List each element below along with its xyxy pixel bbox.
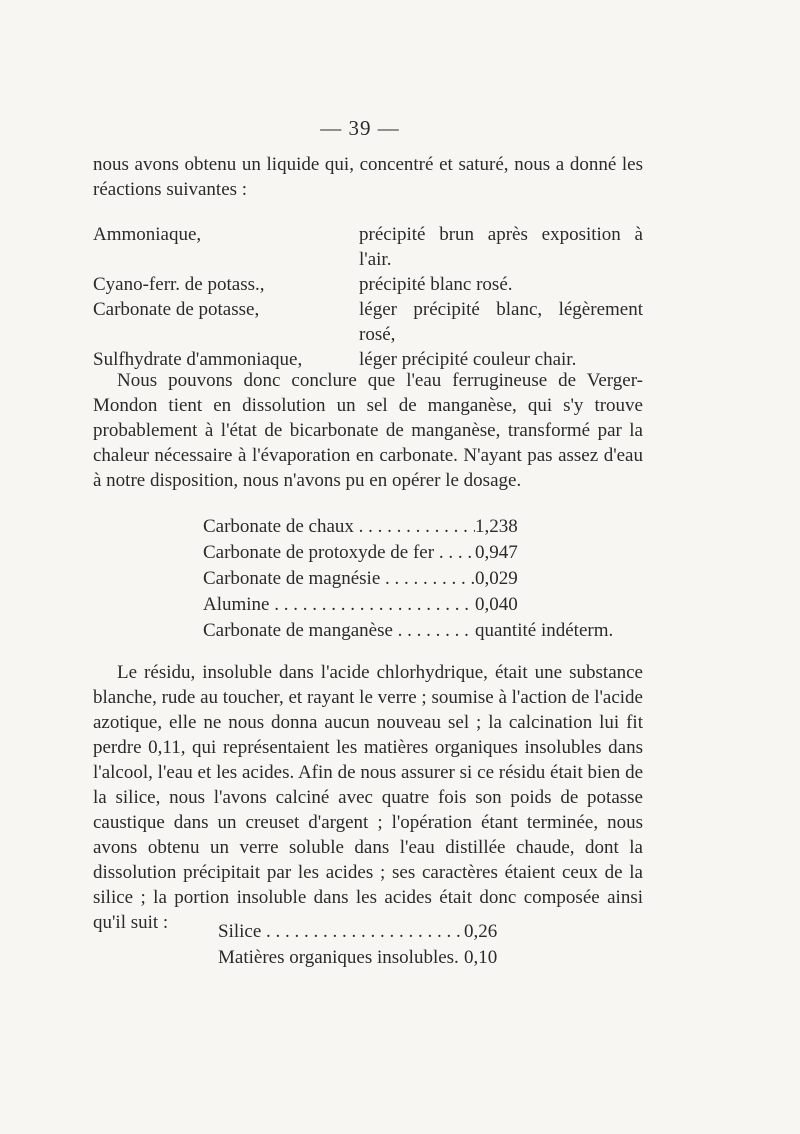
composition-label: Carbonate de manganèse . . . (203, 618, 475, 644)
composition-value: quantité indéterm. (475, 620, 614, 641)
reaction-result: léger précipité blanc, légèrement rosé, (359, 299, 643, 345)
composition-label: Carbonate de protoxyde de fer . . . (203, 540, 475, 566)
page-number: — 39 — (320, 116, 400, 140)
composition-row (203, 540, 623, 566)
reaction-result: précipité blanc rosé. (359, 274, 513, 295)
reactions-list (93, 222, 643, 372)
silica-value: 0,10 (464, 947, 498, 968)
silica-table (218, 919, 548, 971)
intro-text: nous avons obtenu un liquide qui, concentré et saturé, nous a donné les réactions suivantes : (93, 154, 643, 200)
composition-label: Carbonate de chaux . . . (203, 514, 475, 540)
silica-label: Silice . . . (218, 919, 464, 945)
reaction-result: léger précipité couleur chair. (359, 349, 577, 370)
reagent-name: Carbonate de potasse, (93, 299, 260, 320)
composition-row (203, 592, 623, 618)
reaction-row (93, 297, 643, 347)
composition-label: Carbonate de magnésie . . . (203, 566, 475, 592)
composition-value: 1,238 (475, 516, 518, 537)
composition-value: 0,029 (475, 568, 518, 589)
reaction-result: précipité brun après exposition à l'air. (359, 224, 643, 270)
silica-row (218, 919, 548, 945)
reagent-name: Cyano-ferr. de potass., (93, 274, 265, 295)
composition-value: 0,947 (475, 542, 518, 563)
residue-paragraph (93, 660, 643, 935)
composition-row (203, 566, 623, 592)
composition-row (203, 618, 623, 644)
intro-paragraph (93, 152, 643, 202)
reagent-name: Sulfhydrate d'ammoniaque, (93, 349, 303, 370)
silica-label: Matières organiques insolubles. (218, 947, 459, 968)
conclusion-paragraph (93, 368, 643, 493)
composition-value: 0,040 (475, 594, 518, 615)
silica-row (218, 945, 548, 971)
composition-label: Alumine . . . (203, 592, 475, 618)
reagent-name: Ammoniaque, (93, 224, 202, 245)
composition-table (203, 514, 623, 644)
residue-text: Le résidu, insoluble dans l'acide chlorhydrique, était une substance blanche, rude au toucher, et rayant le verre ; soumise à l'action de l'acide azotique, elle ne nous donna aucun nouveau sel ; la calcination lui fit perdre 0,11, qui représentaient les matières organiques insolubles dans l'alcool, l'eau et les acides. Afin de nous assurer si ce résidu était bien de la silice, nous l'avons calciné avec quatre fois son poids de potasse caustique dans un creuset d'argent ; l'opération étant terminée, nous avons obtenu un verre soluble dans l'eau distillée chaude, dont la dissolution précipitait par les acides ; ses caractères étaient ceux de la silice ; la portion insoluble dans les acides était donc composée ainsi qu'il suit : (93, 662, 643, 933)
silica-value: 0,26 (464, 921, 498, 942)
conclusion-text: Nous pouvons donc conclure que l'eau ferrugineuse de Verger-Mondon tient en dissolution un sel de manganèse, qui s'y trouve probablement à l'état de bicarbonate de manganèse, transformé par la chaleur nécessaire à l'évaporation en carbonate. N'ayant pas assez d'eau à notre disposition, nous n'avons pu en opérer le dosage. (93, 370, 643, 491)
reaction-row (93, 222, 643, 272)
reaction-row (93, 272, 643, 297)
composition-row (203, 514, 623, 540)
